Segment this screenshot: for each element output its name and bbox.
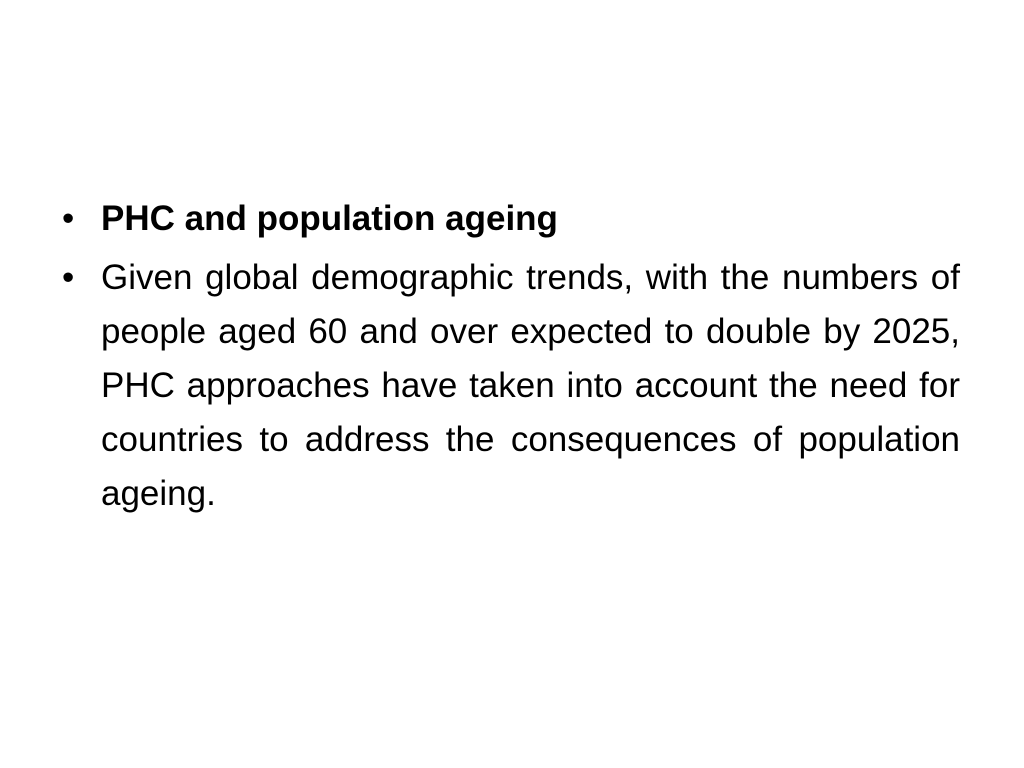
bullet-item-body: [58, 251, 960, 521]
bullet-list: [58, 192, 960, 521]
bullet-item-heading: [58, 192, 960, 246]
slide-body: [58, 192, 960, 526]
bullet-marker: •: [62, 199, 75, 238]
bullet-heading-text: PHC and population ageing: [101, 199, 558, 238]
bullet-body-text: Given global demographic trends, with the numbers of people aged 60 and over expected to double by 2025, PHC approaches have taken into account the need for countries to address the consequences of population ageing.: [101, 258, 960, 513]
bullet-marker: •: [62, 258, 75, 297]
